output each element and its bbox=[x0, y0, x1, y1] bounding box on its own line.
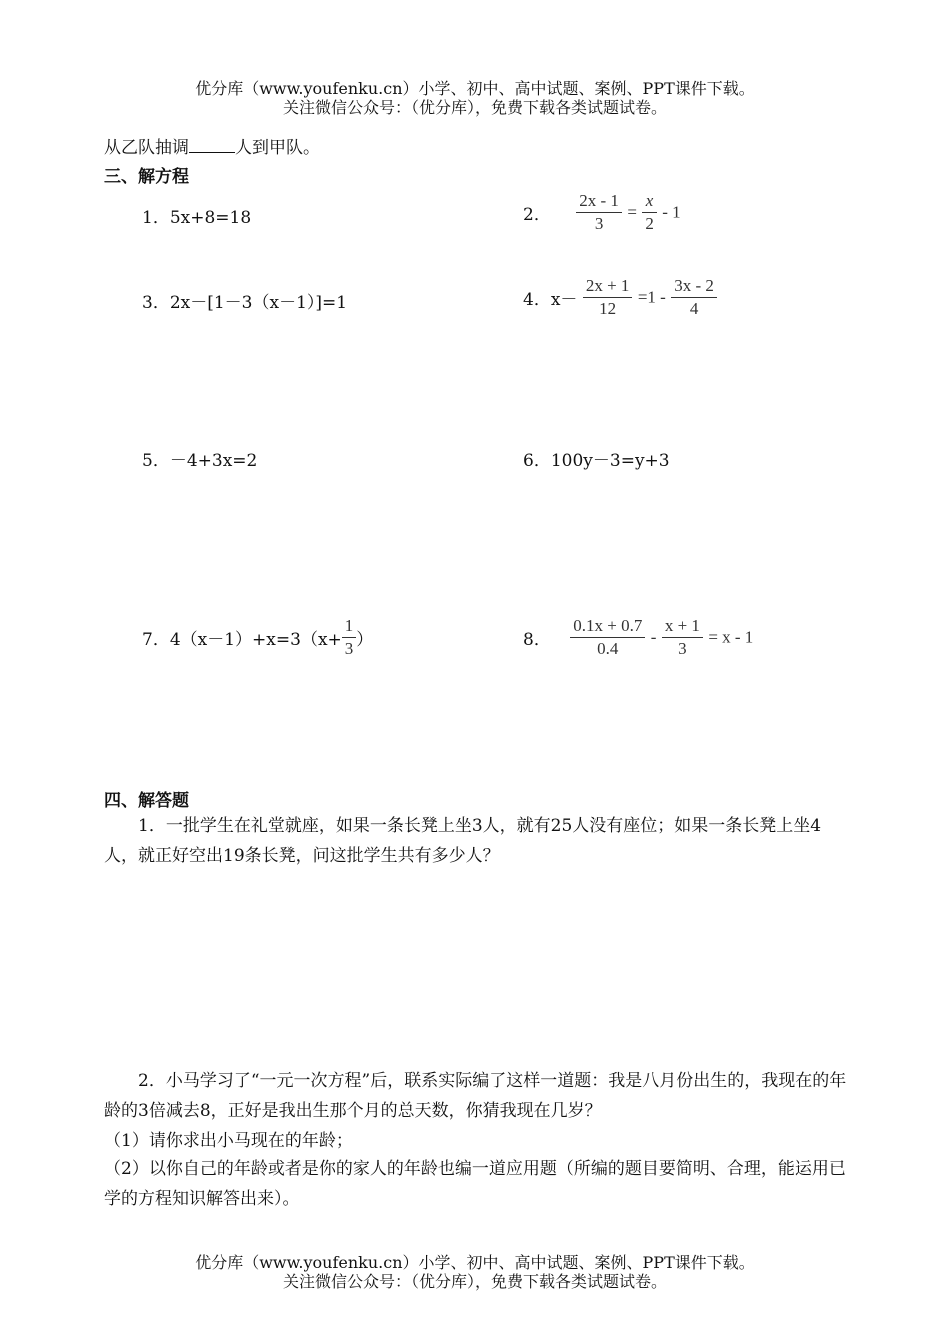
fraction-2 bbox=[642, 190, 657, 235]
question-2-part-2: （2）以你自己的年龄或者是你的家人的年龄也编一道应用题（所编的题目要简明、合理，能运用已学的方程知识解答出来）。 bbox=[104, 1159, 846, 1209]
fraction-1 bbox=[570, 615, 645, 660]
carryover-prefix: 从乙队抽调 bbox=[104, 138, 189, 158]
equation-number: 1． bbox=[142, 208, 170, 228]
equation-2 bbox=[523, 190, 681, 235]
fraction-1 bbox=[583, 275, 633, 320]
answer-blank bbox=[189, 137, 235, 153]
equation-lead: x－ bbox=[550, 290, 578, 310]
equation-text: －4+3x=2 bbox=[169, 451, 258, 471]
equation-number: 6． bbox=[523, 451, 551, 471]
equation-1 bbox=[142, 203, 251, 228]
numerator: 1 bbox=[342, 615, 357, 638]
question-2-part-1: （1）请你求出小马现在的年龄； bbox=[104, 1131, 353, 1151]
equation-tail: = x - 1 bbox=[708, 627, 754, 647]
fraction-1 bbox=[576, 190, 622, 235]
carryover-suffix: 人到甲队。 bbox=[235, 138, 320, 158]
equation-3 bbox=[142, 288, 347, 313]
equation-tail: - 1 bbox=[662, 202, 681, 222]
numerator: 2x - 1 bbox=[576, 190, 622, 213]
fraction bbox=[342, 615, 357, 660]
numerator: 2x + 1 bbox=[583, 275, 633, 298]
denominator: 3 bbox=[594, 214, 604, 233]
equation-number: 3． bbox=[142, 293, 170, 313]
equation-number: 5． bbox=[142, 451, 170, 471]
header-line-2: 关注微信公众号：（优分库），免费下载各类试题试卷。 bbox=[282, 98, 667, 117]
numerator: x bbox=[642, 190, 657, 213]
section-4-title: 四、解答题 bbox=[104, 791, 189, 811]
equation-5 bbox=[142, 446, 257, 471]
question-1: 1．一批学生在礼堂就座，如果一条长凳上坐3人，就有25人没有座位；如果一条长凳上坐4人，就正好空出19条长凳，问这批学生共有多少人？ bbox=[104, 816, 822, 866]
denominator: 0.4 bbox=[597, 639, 619, 658]
footer-line-1: 优分库（www.youfenku.cn）小学、初中、高中试题、案例、PPT课件下载。 bbox=[195, 1253, 755, 1272]
numerator: 0.1x + 0.7 bbox=[570, 615, 645, 638]
equation-7 bbox=[142, 615, 373, 660]
numerator: 3x - 2 bbox=[671, 275, 717, 298]
denominator: 12 bbox=[599, 299, 617, 318]
equation-middle: =1 - bbox=[637, 287, 666, 307]
equation-middle: - bbox=[650, 627, 657, 647]
fraction-2 bbox=[671, 275, 717, 320]
carryover-line bbox=[104, 133, 320, 158]
equation-text: 2x－[1－3（x－1）]=1 bbox=[169, 293, 348, 313]
equation-number: 2． bbox=[523, 205, 551, 225]
equation-lead: 4（x－1）+x=3（x+ bbox=[169, 630, 342, 650]
equation-text: 100y－3=y+3 bbox=[550, 451, 670, 471]
equation-8 bbox=[523, 615, 753, 660]
denominator: 3 bbox=[344, 639, 354, 658]
section-3-title: 三、解方程 bbox=[104, 167, 189, 187]
footer-line-2: 关注微信公众号：（优分库），免费下载各类试题试卷。 bbox=[282, 1272, 667, 1291]
numerator: x + 1 bbox=[662, 615, 703, 638]
denominator: 2 bbox=[645, 214, 654, 233]
equation-6 bbox=[523, 446, 670, 471]
question-2: 2．小马学习了“一元一次方程”后，联系实际编了这样一道题：我是八月份出生的，我现在的年龄的3倍减去8，正好是我出生那个月的总天数，你猜我现在几岁？ bbox=[104, 1071, 847, 1121]
equals-sign: = bbox=[627, 202, 637, 222]
equation-number: 8． bbox=[523, 630, 551, 650]
denominator: 3 bbox=[678, 639, 687, 658]
denominator: 4 bbox=[689, 299, 699, 318]
equation-4 bbox=[523, 275, 717, 320]
equation-number: 7． bbox=[142, 630, 170, 650]
equation-number: 4． bbox=[523, 290, 551, 310]
header-line-1: 优分库（www.youfenku.cn）小学、初中、高中试题、案例、PPT课件下载。 bbox=[195, 79, 755, 98]
equation-text: 5x+8=18 bbox=[169, 208, 252, 228]
equation-tail: ） bbox=[356, 630, 374, 650]
fraction-2 bbox=[662, 615, 703, 660]
